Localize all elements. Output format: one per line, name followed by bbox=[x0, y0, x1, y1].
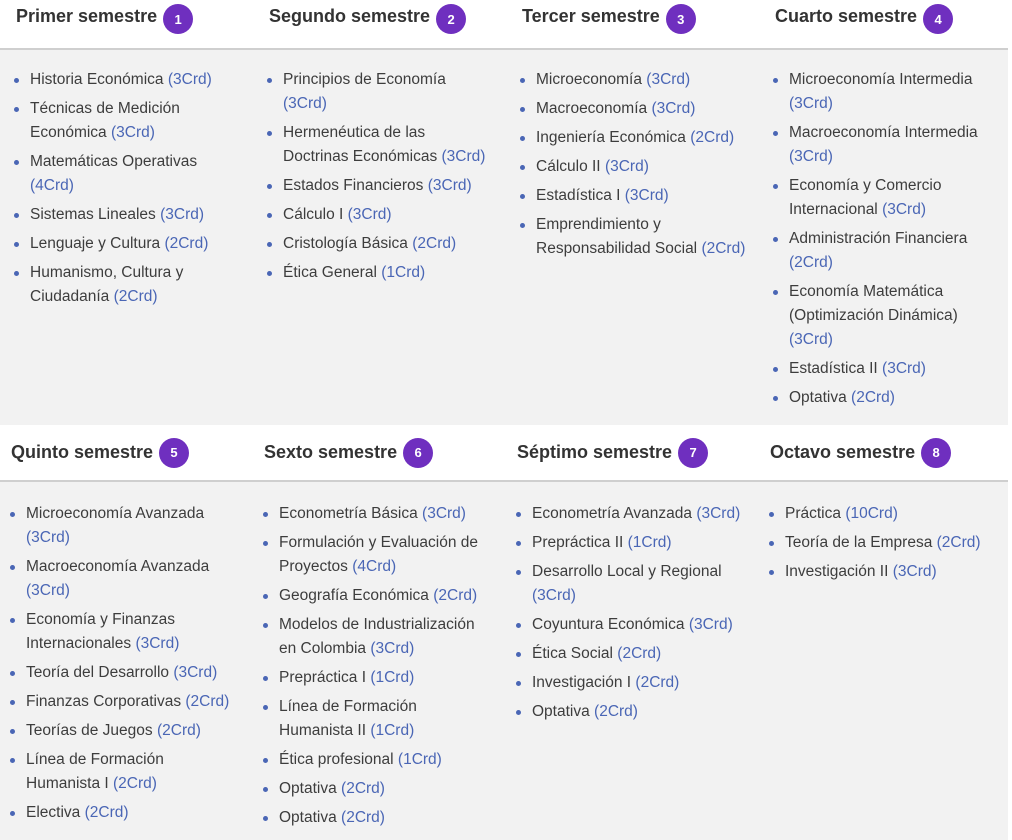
semester-title: Tercer semestre bbox=[522, 6, 660, 26]
course-credits: (2Crd) bbox=[594, 703, 638, 720]
course-credits: (3Crd) bbox=[441, 148, 486, 165]
course-credits: (1Crd) bbox=[627, 534, 672, 551]
course-name: Teorías de Juegos bbox=[26, 722, 153, 739]
course-item bbox=[767, 531, 995, 555]
course-item bbox=[261, 806, 489, 830]
course-name: Práctica bbox=[785, 505, 841, 522]
semester-header-row bbox=[0, 0, 1008, 50]
course-item bbox=[8, 661, 236, 685]
course-item bbox=[518, 97, 746, 121]
course-name: Sistemas Lineales bbox=[30, 206, 156, 223]
course-item bbox=[12, 261, 240, 309]
course-credits: (4Crd) bbox=[352, 558, 397, 575]
course-credits: (3Crd) bbox=[370, 640, 415, 657]
course-item bbox=[771, 68, 999, 116]
course-credits: (2Crd) bbox=[341, 809, 385, 826]
course-item bbox=[265, 261, 493, 285]
course-list bbox=[12, 68, 240, 309]
course-item bbox=[767, 502, 995, 526]
course-credits: (2Crd) bbox=[617, 645, 662, 662]
semester-course-list-7 bbox=[514, 502, 742, 729]
course-credits: (2Crd) bbox=[690, 129, 735, 146]
course-credits: (3Crd) bbox=[651, 100, 696, 117]
course-credits: (2Crd) bbox=[341, 780, 385, 797]
semester-heading-2 bbox=[269, 0, 466, 48]
semester-title: Octavo semestre bbox=[770, 442, 916, 462]
course-credits: (2Crd) bbox=[701, 240, 746, 257]
course-item bbox=[518, 213, 746, 261]
course-item bbox=[12, 68, 240, 92]
course-credits: (3Crd) bbox=[427, 177, 472, 194]
semester-title: Segundo semestre bbox=[269, 6, 431, 26]
course-credits: (2Crd) bbox=[113, 288, 158, 305]
course-credits: (3Crd) bbox=[111, 124, 155, 141]
semester-title: Primer semestre bbox=[16, 6, 158, 26]
course-list bbox=[261, 502, 489, 830]
course-lists-panel bbox=[0, 482, 1008, 840]
course-name: Ética Social bbox=[532, 645, 613, 662]
semester-title: Sexto semestre bbox=[264, 442, 398, 462]
course-item bbox=[518, 68, 746, 92]
course-item bbox=[514, 560, 742, 608]
course-name: Principios de Economía bbox=[283, 71, 446, 88]
semester-number-badge: 4 bbox=[923, 4, 953, 34]
course-name: Microeconomía Avanzada bbox=[26, 505, 205, 522]
course-name: Microeconomía Intermedia bbox=[789, 71, 973, 88]
course-name: Modelos de Industrialización en Colombia bbox=[279, 616, 475, 657]
semester-number-badge: 3 bbox=[666, 4, 696, 34]
semesters-bottom-block bbox=[0, 425, 1008, 840]
course-list bbox=[8, 502, 236, 825]
semester-course-list-8 bbox=[767, 502, 995, 589]
course-credits: (3Crd) bbox=[696, 505, 741, 522]
course-name: Optativa bbox=[532, 703, 590, 720]
course-credits: (3Crd) bbox=[532, 587, 576, 604]
course-name: Prepráctica II bbox=[532, 534, 624, 551]
course-item bbox=[771, 227, 999, 275]
course-item bbox=[8, 801, 236, 825]
course-item bbox=[8, 502, 236, 550]
course-item bbox=[261, 613, 489, 661]
course-item bbox=[518, 155, 746, 179]
course-item bbox=[265, 203, 493, 227]
semester-title: Quinto semestre bbox=[11, 442, 154, 462]
semester-course-list-3 bbox=[518, 68, 746, 266]
course-credits: (3Crd) bbox=[882, 201, 926, 218]
semester-course-list-6 bbox=[261, 502, 489, 835]
course-name: Estadística I bbox=[536, 187, 621, 204]
course-credits: (2Crd) bbox=[789, 254, 833, 271]
course-name: Prepráctica I bbox=[279, 669, 367, 686]
course-name: Estadística II bbox=[789, 360, 878, 377]
course-credits: (1Crd) bbox=[381, 264, 426, 281]
course-list bbox=[518, 68, 746, 261]
course-name: Humanismo, Cultura y Ciudadanía bbox=[30, 264, 184, 305]
course-credits: (2Crd) bbox=[185, 693, 230, 710]
course-name: Investigación I bbox=[532, 674, 632, 691]
course-item bbox=[265, 174, 493, 198]
semester-heading-7 bbox=[517, 425, 708, 480]
course-name: Desarrollo Local y Regional bbox=[532, 563, 722, 580]
course-item bbox=[261, 695, 489, 743]
course-item bbox=[12, 203, 240, 227]
course-credits: (2Crd) bbox=[113, 775, 157, 792]
course-name: Línea de Formación Humanista I bbox=[26, 751, 164, 792]
course-credits: (3Crd) bbox=[26, 582, 70, 599]
course-name: Economía y Finanzas Internacionales bbox=[26, 611, 176, 652]
course-credits: (3Crd) bbox=[26, 529, 70, 546]
course-name: Microeconomía bbox=[536, 71, 642, 88]
course-credits: (4Crd) bbox=[30, 177, 74, 194]
semester-course-list-5 bbox=[8, 502, 236, 830]
course-item bbox=[261, 748, 489, 772]
course-credits: (3Crd) bbox=[283, 95, 327, 112]
course-credits: (2Crd) bbox=[936, 534, 981, 551]
course-name: Ingeniería Económica bbox=[536, 129, 686, 146]
course-name: Teoría de la Empresa bbox=[785, 534, 933, 551]
course-credits: (3Crd) bbox=[892, 563, 937, 580]
course-item bbox=[261, 584, 489, 608]
course-item bbox=[771, 280, 999, 352]
course-credits: (3Crd) bbox=[624, 187, 669, 204]
course-item bbox=[518, 184, 746, 208]
course-item bbox=[514, 671, 742, 695]
course-item bbox=[771, 121, 999, 169]
semester-number-badge: 2 bbox=[436, 4, 466, 34]
course-name: Historia Económica bbox=[30, 71, 164, 88]
course-name: Ética profesional bbox=[279, 751, 394, 768]
semester-course-list-1 bbox=[12, 68, 240, 314]
course-item bbox=[8, 608, 236, 656]
course-credits: (3Crd) bbox=[789, 148, 833, 165]
semester-heading-1 bbox=[16, 0, 193, 48]
course-name: Economía y Comercio Internacional bbox=[789, 177, 942, 218]
course-item bbox=[514, 502, 742, 526]
course-name: Electiva bbox=[26, 804, 81, 821]
course-name: Técnicas de Medición Económica bbox=[30, 100, 180, 141]
course-item bbox=[8, 719, 236, 743]
course-credits: (2Crd) bbox=[164, 235, 209, 252]
course-name: Cristología Básica bbox=[283, 235, 408, 252]
course-credits: (3Crd) bbox=[882, 360, 926, 377]
semester-title: Cuarto semestre bbox=[775, 6, 918, 26]
course-credits: (2Crd) bbox=[156, 722, 201, 739]
semester-number-badge: 8 bbox=[921, 438, 951, 468]
course-item bbox=[8, 748, 236, 796]
semester-number-badge: 7 bbox=[678, 438, 708, 468]
semester-heading-8 bbox=[770, 425, 951, 480]
course-item bbox=[261, 666, 489, 690]
course-list bbox=[767, 502, 995, 584]
semester-number-badge: 6 bbox=[403, 438, 433, 468]
course-credits: (2Crd) bbox=[433, 587, 478, 604]
course-lists-panel bbox=[0, 50, 1008, 425]
course-item bbox=[261, 502, 489, 526]
course-name: Macroeconomía bbox=[536, 100, 648, 117]
course-name: Geografía Económica bbox=[279, 587, 429, 604]
course-name: Optativa bbox=[279, 809, 337, 826]
course-credits: (3Crd) bbox=[160, 206, 205, 223]
course-credits: (2Crd) bbox=[412, 235, 457, 252]
course-credits: (3Crd) bbox=[604, 158, 649, 175]
course-item bbox=[514, 531, 742, 555]
course-item bbox=[12, 232, 240, 256]
course-name: Cálculo II bbox=[536, 158, 601, 175]
course-item bbox=[771, 174, 999, 222]
course-name: Línea de Formación Humanista II bbox=[279, 698, 417, 739]
course-item bbox=[514, 642, 742, 666]
course-credits: (1Crd) bbox=[370, 722, 415, 739]
course-credits: (3Crd) bbox=[173, 664, 218, 681]
course-name: Administración Financiera bbox=[789, 230, 968, 247]
course-name: Hermenéutica de las Doctrinas Económicas bbox=[283, 124, 438, 165]
course-item bbox=[12, 150, 240, 198]
course-name: Finanzas Corporativas bbox=[26, 693, 182, 710]
semester-header-row bbox=[0, 425, 1008, 482]
course-credits: (1Crd) bbox=[370, 669, 415, 686]
course-item bbox=[514, 700, 742, 724]
course-name: Ética General bbox=[283, 264, 377, 281]
course-name: Matemáticas Operativas bbox=[30, 153, 198, 170]
semester-number-badge: 5 bbox=[159, 438, 189, 468]
course-item bbox=[514, 613, 742, 637]
course-credits: (3Crd) bbox=[789, 95, 833, 112]
course-list bbox=[771, 68, 999, 410]
course-credits: (2Crd) bbox=[635, 674, 680, 691]
course-credits: (3Crd) bbox=[646, 71, 691, 88]
course-item bbox=[261, 531, 489, 579]
course-name: Optativa bbox=[789, 389, 847, 406]
course-item bbox=[261, 777, 489, 801]
semester-course-list-4 bbox=[771, 68, 999, 415]
course-credits: (2Crd) bbox=[851, 389, 895, 406]
course-name: Macroeconomía Intermedia bbox=[789, 124, 978, 141]
course-credits: (3Crd) bbox=[347, 206, 392, 223]
course-name: Econometría Básica bbox=[279, 505, 418, 522]
semester-heading-5 bbox=[11, 425, 189, 480]
course-item bbox=[12, 97, 240, 145]
course-item bbox=[8, 690, 236, 714]
course-credits: (10Crd) bbox=[845, 505, 898, 522]
course-name: Estados Financieros bbox=[283, 177, 424, 194]
course-credits: (3Crd) bbox=[167, 71, 212, 88]
course-credits: (3Crd) bbox=[688, 616, 733, 633]
course-item bbox=[518, 126, 746, 150]
course-name: Optativa bbox=[279, 780, 337, 797]
course-credits: (2Crd) bbox=[84, 804, 129, 821]
course-item bbox=[265, 232, 493, 256]
course-name: Investigación II bbox=[785, 563, 889, 580]
course-name: Teoría del Desarrollo bbox=[26, 664, 170, 681]
semester-course-list-2 bbox=[265, 68, 493, 290]
course-name: Econometría Avanzada bbox=[532, 505, 692, 522]
course-name: Formulación y Evaluación de Proyectos bbox=[279, 534, 479, 575]
semester-heading-3 bbox=[522, 0, 696, 48]
course-item bbox=[767, 560, 995, 584]
course-name: Emprendimiento y Responsabilidad Social bbox=[536, 216, 698, 257]
course-name: Cálculo I bbox=[283, 206, 344, 223]
course-item bbox=[771, 386, 999, 410]
semester-title: Séptimo semestre bbox=[517, 442, 673, 462]
course-credits: (3Crd) bbox=[789, 331, 833, 348]
course-name: Economía Matemática (Optimización Dinámica) bbox=[789, 283, 958, 324]
course-item bbox=[265, 121, 493, 169]
semester-number-badge: 1 bbox=[163, 4, 193, 34]
course-name: Macroeconomía Avanzada bbox=[26, 558, 210, 575]
course-credits: (3Crd) bbox=[422, 505, 466, 522]
course-item bbox=[8, 555, 236, 603]
semester-heading-4 bbox=[775, 0, 953, 48]
course-credits: (1Crd) bbox=[397, 751, 442, 768]
course-name: Lenguaje y Cultura bbox=[30, 235, 161, 252]
course-list bbox=[265, 68, 493, 285]
course-credits: (3Crd) bbox=[135, 635, 180, 652]
course-item bbox=[771, 357, 999, 381]
course-list bbox=[514, 502, 742, 724]
course-name: Coyuntura Económica bbox=[532, 616, 685, 633]
semester-heading-6 bbox=[264, 425, 433, 480]
course-item bbox=[265, 68, 493, 116]
